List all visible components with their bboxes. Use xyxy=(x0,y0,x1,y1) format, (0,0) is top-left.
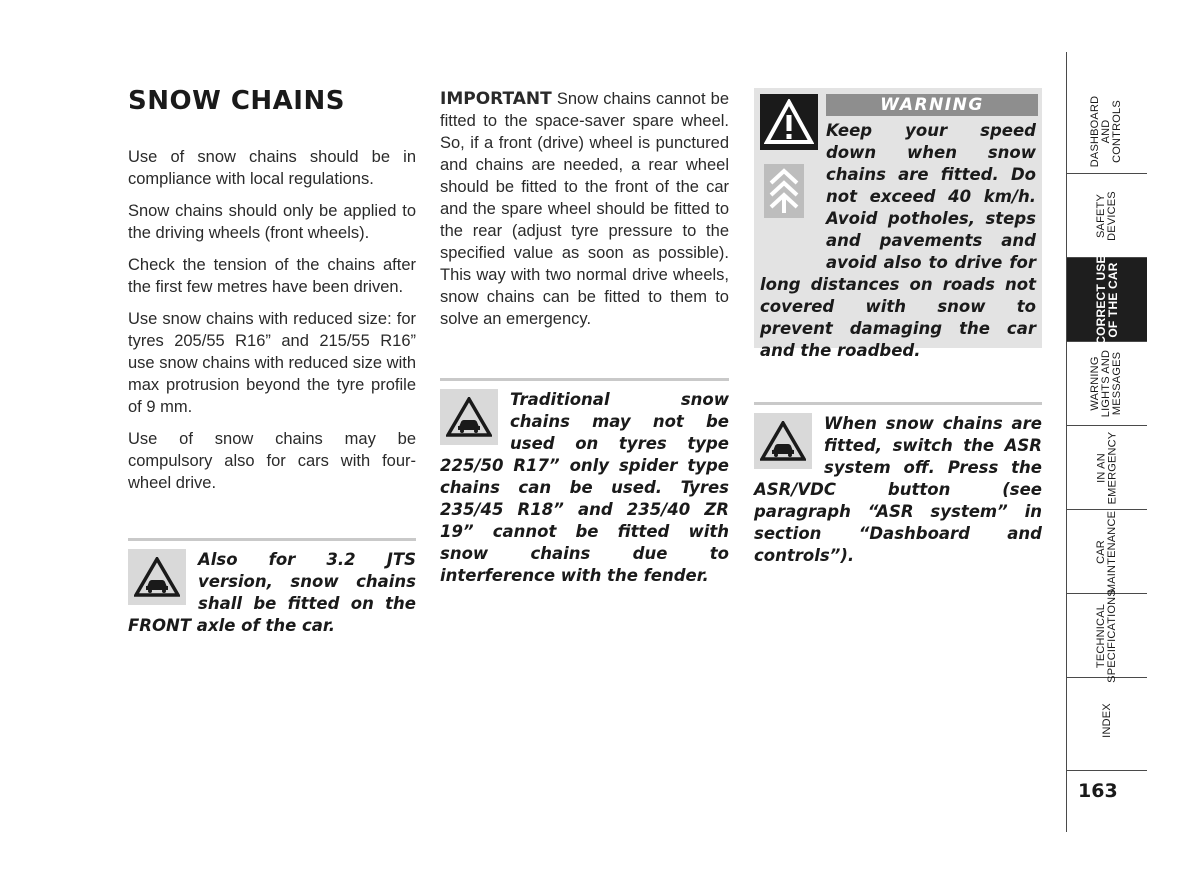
tab-label: CORRECT USE OF THE CAR xyxy=(1094,254,1121,345)
note-jts-front-axle xyxy=(128,538,416,637)
note-asr xyxy=(754,402,1042,567)
car-skid-icon xyxy=(128,549,186,605)
tab-in-an-emergency[interactable] xyxy=(1067,426,1147,510)
tab-safety-devices[interactable] xyxy=(1067,174,1147,258)
column-2 xyxy=(440,88,729,340)
tab-label: INDEX xyxy=(1100,702,1113,738)
column-1 xyxy=(128,146,416,504)
tab-label: IN AN EMERGENCY xyxy=(1094,431,1118,504)
page-title: SNOW CHAINS xyxy=(128,86,345,116)
warning-panel xyxy=(754,88,1042,360)
tab-label: SAFETY DEVICES xyxy=(1094,190,1118,241)
note-text: When snow chains are fitted, switch the ASR system off. Press the ASR/VDC button (see paragraph “ASR system” in section “Dashboard and controls”). xyxy=(754,414,1042,565)
car-skid-icon xyxy=(440,389,498,445)
paragraph: Use snow chains with reduced size: for tyres 205/55 R16” and 215/55 R16” use snow chains with reduced size with max protrusion beyond the tyre profile of 9 mm. xyxy=(128,310,416,416)
paragraph: Use of snow chains may be compulsory also for cars with four-wheel drive. xyxy=(128,430,416,492)
warning-text: Keep your speed down when snow chains are fitted. Do not exceed 40 km/h. Avoid potholes, steps and pavements and avoid also to drive for long distances on roads not covered with snow to prevent damaging the car and the roadbed. xyxy=(760,121,1036,360)
page-number-divider xyxy=(1067,770,1147,771)
paragraph: Check the tension of the chains after the first few metres have been driven. xyxy=(128,256,416,296)
tab-label: TECHNICAL SPECIFICATIONS xyxy=(1095,588,1119,683)
important-text: Snow chains cannot be fitted to the space-saver spare wheel. So, if a front (drive) wheel is punctured and chains are needed, a rear wheel should be fitted to the front of the car and the spare wheel should be fitted to the rear (adjust tyre pressure to the specified value as soon as possible). This way with two normal drive wheels, snow chains can be fitted to them to solve an emergency. xyxy=(440,90,729,328)
page-number: 163 xyxy=(1078,780,1118,802)
note-traditional-chains xyxy=(440,378,729,587)
important-paragraph xyxy=(440,88,729,330)
car-skid-icon xyxy=(754,413,812,469)
paragraph: Use of snow chains should be in compliance with local regulations. xyxy=(128,148,416,188)
icon-spacer xyxy=(760,120,826,270)
tab-technical-specifications[interactable] xyxy=(1067,588,1147,683)
note-text: Traditional snow chains may not be used on tyres type 225/50 R17” only spider type chains can be used. Tyres 235/45 R18” and 235/40 ZR 19” cannot be fitted with snow chains due to interference with the fender. xyxy=(440,390,729,585)
tab-warning-lights-and-messages[interactable] xyxy=(1067,342,1147,426)
tab-correct-use-of-the-car[interactable] xyxy=(1067,254,1147,345)
tab-label: WARNING LIGHTS AND MESSAGES xyxy=(1089,349,1124,418)
tab-dashboard-and-controls[interactable] xyxy=(1067,90,1147,174)
note-text: Also for 3.2 JTS version, snow chains shall be fitted on the FRONT axle of the car. xyxy=(128,550,416,635)
tab-label: DASHBOARD AND CONTROLS xyxy=(1089,95,1124,168)
warning-header: WARNING xyxy=(826,94,1038,116)
tab-car-maintenance[interactable] xyxy=(1067,510,1147,594)
important-label: IMPORTANT xyxy=(440,89,552,109)
tab-label: CAR MAINTENANCE xyxy=(1095,510,1119,593)
tab-index[interactable] xyxy=(1067,678,1147,762)
warning-text-block xyxy=(760,120,1036,362)
paragraph: Snow chains should only be applied to the driving wheels (front wheels). xyxy=(128,202,416,242)
